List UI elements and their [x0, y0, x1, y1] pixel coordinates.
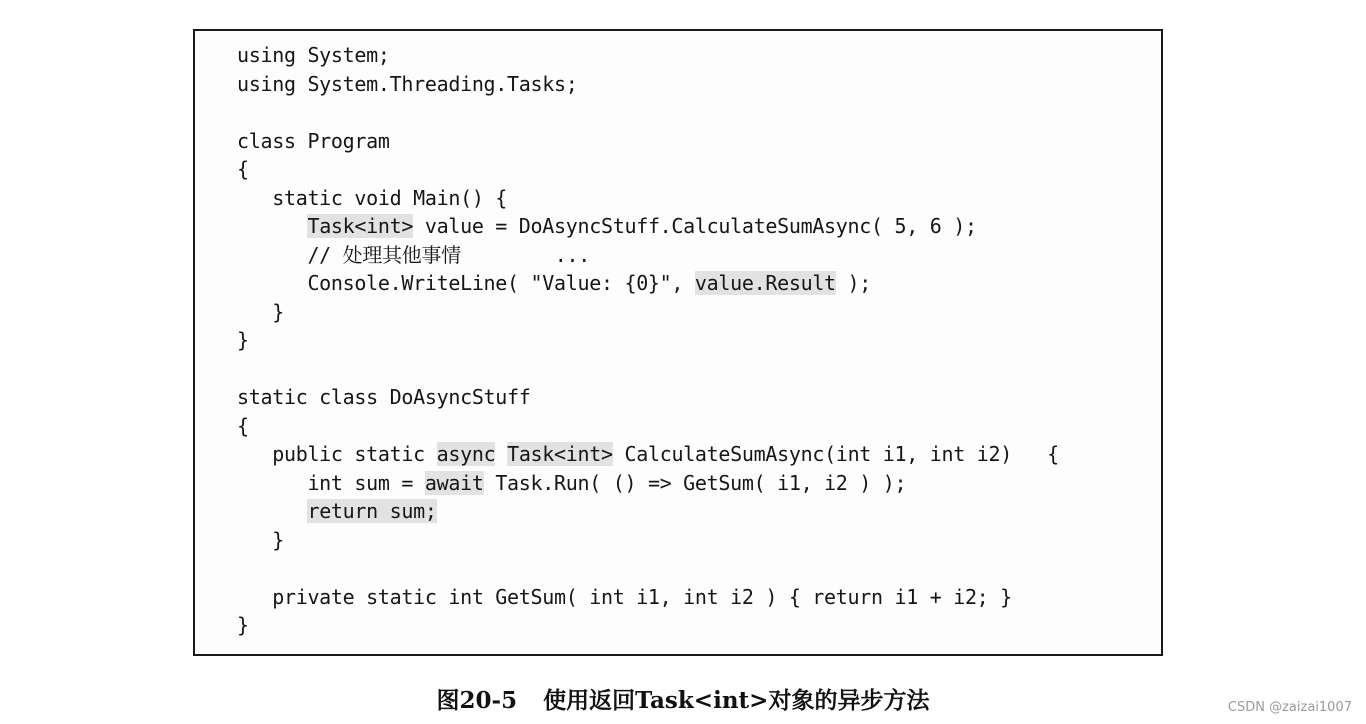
highlighted-code-token: Task<int>	[307, 214, 414, 238]
code-text: }	[237, 527, 284, 552]
code-line	[237, 127, 1059, 156]
code-line	[237, 497, 1059, 526]
code-text: public static	[237, 442, 437, 466]
figure-caption	[0, 682, 1366, 715]
code-line	[237, 41, 1059, 70]
code-text: }	[237, 613, 249, 637]
code-line	[237, 155, 1059, 184]
code-line	[237, 611, 1059, 640]
code-text: {	[237, 413, 249, 438]
code-line	[237, 212, 1059, 241]
code-text: using System.Threading.Tasks;	[237, 71, 578, 96]
code-text: value = DoAsyncStuff.CalculateSumAsync( 5, 6 );	[413, 214, 977, 238]
highlighted-code-token: value.Result	[694, 271, 836, 295]
code-text: class Program	[237, 128, 390, 153]
code-line	[237, 98, 1059, 127]
code-text	[495, 442, 507, 466]
code-text	[237, 499, 307, 523]
code-text: using System;	[237, 43, 390, 67]
code-line	[237, 355, 1059, 384]
code-line	[237, 440, 1059, 469]
code-text: CalculateSumAsync(int i1, int i2) {	[612, 442, 1059, 466]
code-text: Console.WriteLine( "Value: {0}",	[237, 271, 695, 295]
code-text: {	[237, 157, 249, 181]
code-text: static void Main() {	[237, 185, 508, 210]
code-line	[237, 184, 1059, 213]
highlighted-code-token: await	[424, 470, 484, 495]
code-text: }	[237, 299, 284, 324]
code-line	[237, 326, 1059, 355]
code-text	[237, 214, 307, 238]
highlighted-code-token: Task<int>	[507, 442, 613, 466]
code-text: // 处理其他事情 ...	[237, 242, 591, 267]
code-line	[237, 383, 1059, 412]
highlighted-code-token: return sum;	[307, 499, 437, 523]
code-text: Task.Run( () => GetSum( i1, i2 ) );	[483, 470, 907, 495]
code-text: int sum =	[237, 470, 425, 495]
code-text: }	[237, 328, 249, 352]
code-line	[237, 298, 1059, 327]
code-line	[237, 554, 1059, 583]
code-listing	[237, 41, 1059, 640]
code-line	[237, 412, 1059, 441]
code-text: static class DoAsyncStuff	[237, 385, 531, 409]
figure-number: 图20-5	[436, 687, 518, 714]
code-line	[237, 70, 1059, 99]
code-text: private static int GetSum( int i1, int i2 ) { return i1 + i2; }	[237, 584, 1012, 609]
code-listing-box	[193, 29, 1163, 656]
code-line	[237, 469, 1059, 498]
highlighted-code-token: async	[436, 442, 496, 466]
code-line	[237, 526, 1059, 555]
watermark: CSDN @zaizai1007	[1227, 700, 1352, 715]
code-line	[237, 241, 1059, 270]
code-line	[237, 583, 1059, 612]
code-line	[237, 269, 1059, 298]
code-text: );	[835, 271, 872, 295]
figure-title: 使用返回Task<int>对象的异步方法	[543, 687, 930, 714]
